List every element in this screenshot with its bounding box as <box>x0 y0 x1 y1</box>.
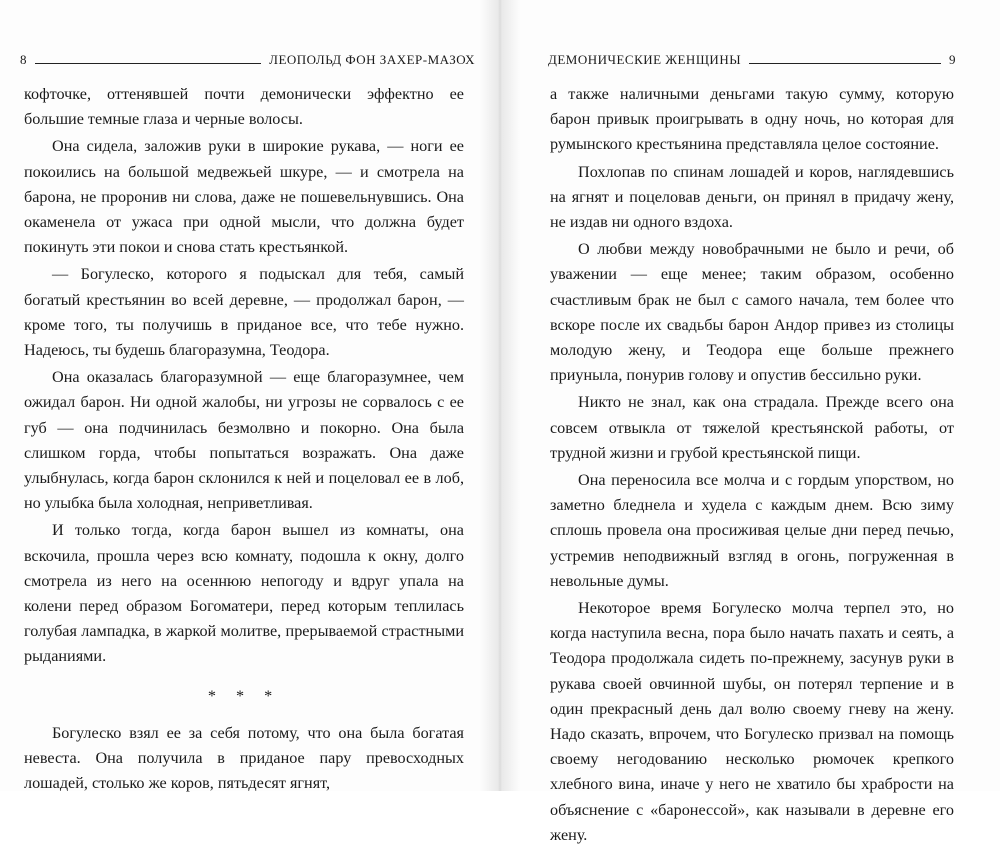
paragraph: Похлопав по спинам лошадей и коров, наглядевшись на ягнят и поцеловав деньги, он принял в придачу жену, не издав ни одного вздоха. <box>550 162 954 232</box>
paragraph: кофточке, оттенявшей почти демонически эффектно ее большие темные глаза и черные волосы. <box>24 85 464 129</box>
left-page-text <box>24 82 464 798</box>
paragraph: Никто не знал, как она страдала. Прежде всего она совсем отвыкла от тяжелой крестьянской работы, от трудной жизни и грубой крестьянской пищи. <box>550 393 954 462</box>
right-page-text <box>550 82 954 850</box>
right-running-head: ДЕМОНИЧЕСКИЕ ЖЕНЩИНЫ <box>548 52 742 67</box>
section-separator: * * * <box>207 686 281 705</box>
paragraph: Она переносила все молча и с гордым упорством, но заметно бледнела и худела с каждым днем. Всю зиму сплошь провела она просиживая целые дни перед печью, устремив неподвижный взгляд в огонь, погруженная в невольные думы. <box>550 471 954 590</box>
right-running-header <box>548 52 956 68</box>
paragraph: а также наличными деньгами такую сумму, которую барон привык проигрывать в одну ночь, но которая для румынского крестьянина представляла целое состояние. <box>550 85 954 154</box>
header-rule <box>35 63 261 64</box>
paragraph: О любви между новобрачными не было и речи, об уважении — еще менее; таким образом, особенно счастливым брак не был с самого начала, тем более что вскоре после их свадьбы барон Андор привез из столицы молодую жену, и Теодора еще больше прежнего приуныла, понурив голову и опустив бессильно руки. <box>550 240 954 385</box>
header-rule <box>749 63 941 64</box>
left-running-header <box>20 52 475 68</box>
book-gutter <box>480 0 520 791</box>
left-running-head: ЛЕОПОЛЬД ФОН ЗАХЕР-МАЗОХ <box>269 52 475 67</box>
paragraph: Она оказалась благоразумной — еще благоразумнее, чем ожидал барон. Ни одной жалобы, ни угрозы не сорвалось с ее губ — она подчинилась безмолвно и покорно. Она была слишком горда, чтобы попытаться возражать. Она даже улыбнулась, когда барон склонился к ней и поцеловал ее в лоб, но улыбка была холодная, неприветливая. <box>24 368 464 513</box>
paragraph: Некоторое время Богулеско молча терпел это, но когда наступила весна, пора было начать пахать и сеять, а Теодора продолжала сидеть по-прежнему, засунув руки в рукава своей овчинной шубы, он потерял терпение и в один прекрасный день дал волю своему гневу на жену. Надо сказать, впрочем, что Богулеско призвал на помощь своему негодованию несколько рюмочек крепкого хлебного вина, иначе у него не хватило бы храбрости на объяснение с «баронессой», как называли в деревне его жену. <box>550 599 954 844</box>
paragraph: И только тогда, когда барон вышел из комнаты, она вскочила, прошла через всю комнату, подошла к окну, долго смотрела из него на осеннюю непогоду и вдруг упала на колени перед образом Богоматери, перед которым теплилась голубая лампадка, в жаркой молитве, прерываемой страстными рыданиями. <box>24 521 464 666</box>
paragraph: Она сидела, заложив руки в широкие рукава, — ноги ее покоились на большой медвежьей шкуре, — и смотрела на барона, не проронив ни слова, даже не пошевельнувшись. Она окаменела от ужаса при одной мысли, что должна будет покинуть эти покои и снова стать крестьянкой. <box>24 137 464 257</box>
right-page-number: 9 <box>949 52 956 67</box>
left-page-number: 8 <box>20 52 27 67</box>
paragraph: — Богулеско, которого я подыскал для тебя, самый богатый крестьянин во всей деревне, — продолжал барон, — кроме того, ты получишь в приданое все, что тебе нужно. Надеюсь, ты будешь благоразумна, Теодора. <box>24 265 464 360</box>
paragraph: Богулеско взял ее за себя потому, что она была богатая невеста. Она получила в приданое пару превосходных лошадей, столько же коров, пятьдесят ягнят, <box>24 723 464 793</box>
